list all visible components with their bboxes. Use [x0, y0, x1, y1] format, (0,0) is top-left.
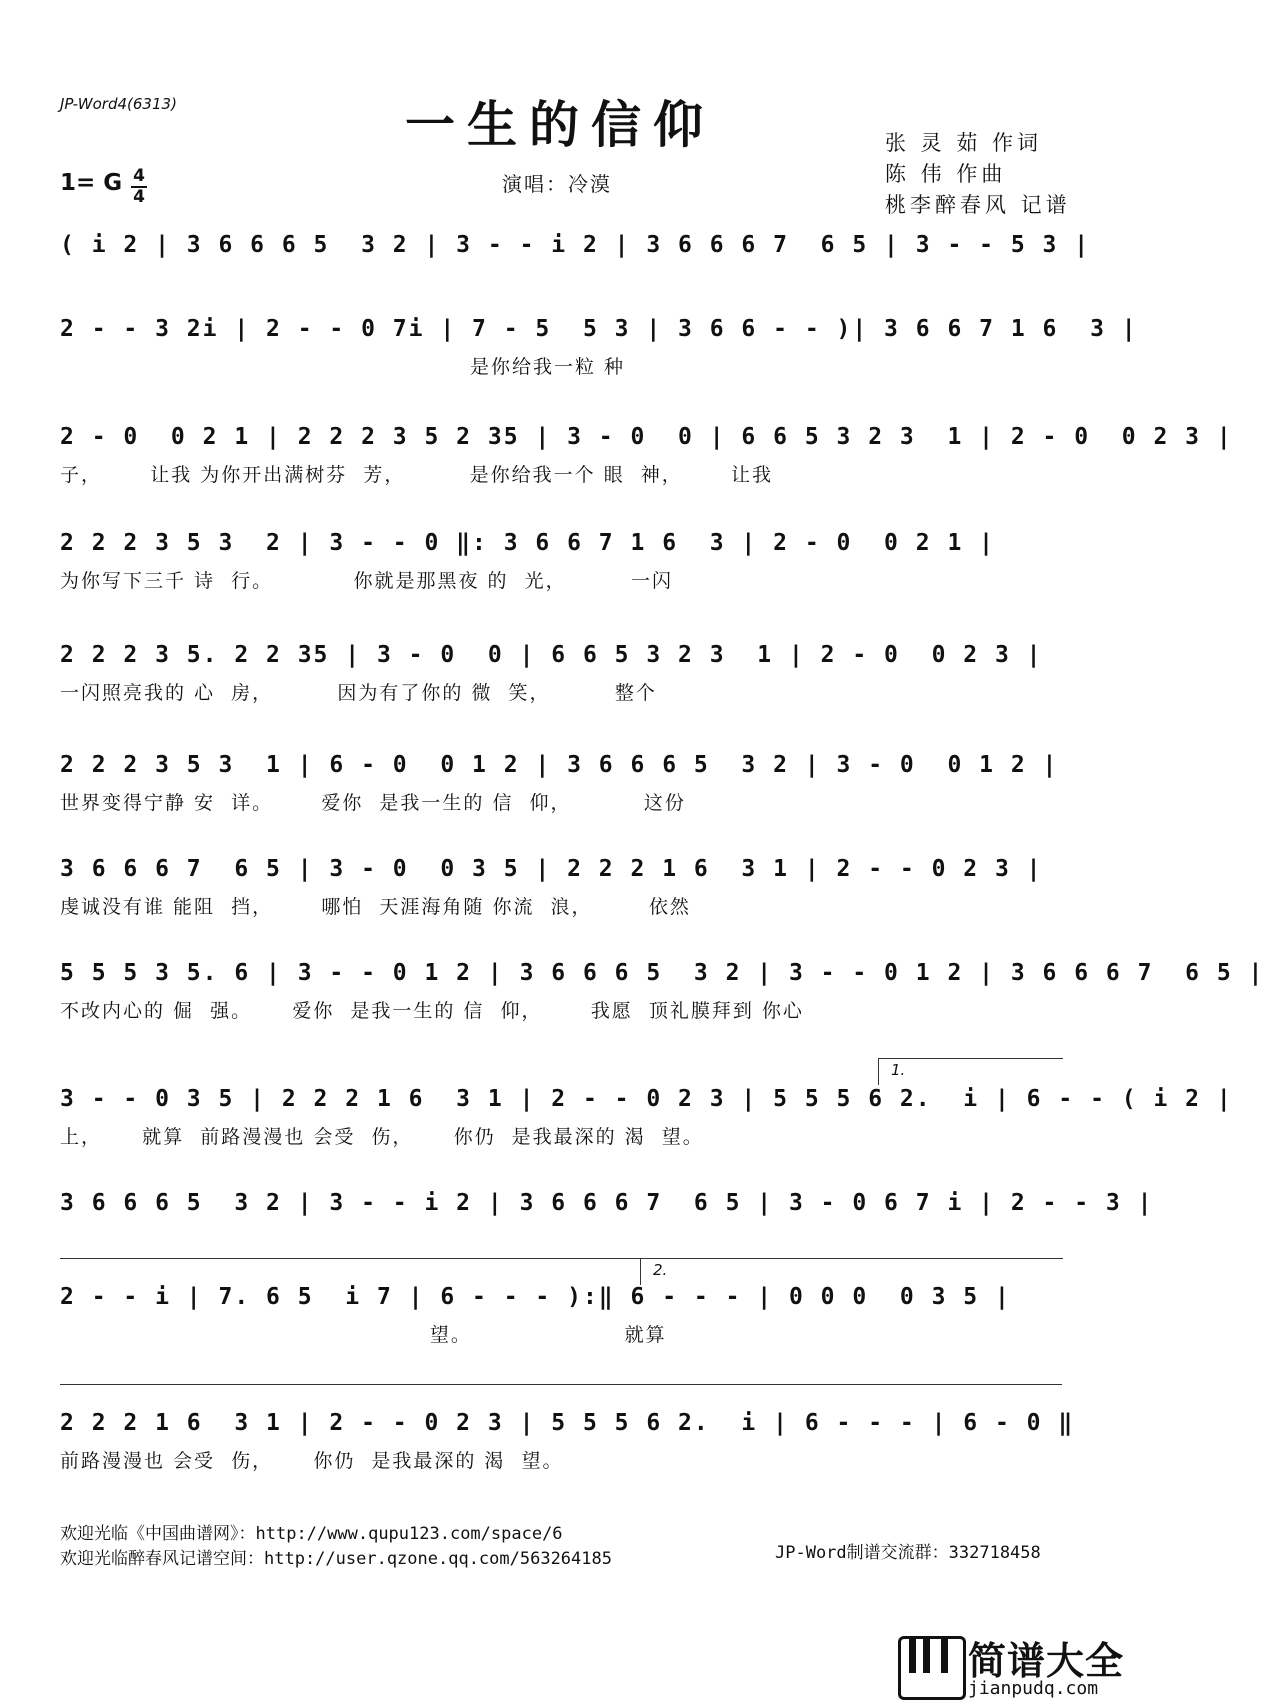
score-line-9 [60, 1086, 1233, 1148]
piano-keys-icon [898, 1636, 966, 1700]
score-line-5 [60, 642, 1062, 704]
lyrics-line-2: 是你给我一粒 种 [60, 356, 626, 378]
lyrics-line-5: 一闪照亮我的 心 房， 因为有了你的 微 笑， 整个 [60, 682, 657, 704]
score-line-1 [60, 232, 1091, 288]
time-signature-bottom: 4 [133, 187, 145, 207]
notes-line-5: 2 2 2 3 5. 2 2 35 | 3 - 0 0 | 6 6 5 3 2 3 1 | 2 - 0 0 2 3 | [60, 642, 1043, 668]
song-title: 一生的信仰 [405, 95, 715, 154]
time-signature [131, 168, 147, 206]
score-line-3 [60, 424, 1233, 486]
score-line-11 [60, 1284, 1062, 1346]
lyrics-line-12: 前路漫漫也 会受 伤， 你仍 是我最深的 渴 望。 [60, 1450, 564, 1472]
score-line-7 [60, 856, 1062, 918]
footer-group-number: JP-Word制谱交流群：332718458 [775, 1543, 1041, 1563]
lyrics-line-11: 望。 就算 [60, 1324, 667, 1346]
site-logo[interactable] [898, 1630, 1125, 1702]
logo-url: jianpudq.com [968, 1678, 1099, 1699]
singer-credit: 演唱：冷漠 [502, 172, 612, 196]
notes-line-7: 3 6 6 6 7 6 5 | 3 - 0 0 3 5 | 2 2 2 1 6 3 1 | 2 - - 0 2 3 | [60, 856, 1043, 882]
score-line-4 [60, 530, 1062, 592]
time-signature-top: 4 [133, 166, 145, 186]
lyrics-line-4: 为你写下三千 诗 行。 你就是那黑夜 的 光， 一闪 [60, 570, 673, 592]
lyrics-line-8: 不改内心的 倔 强。 爱你 是我一生的 信 仰， 我愿 顶礼膜拜到 你心 [60, 1000, 804, 1022]
software-version: JP-Word4(6313) [60, 95, 177, 113]
notes-line-1: ( i 2 | 3 6 6 6 5 3 2 | 3 - - i 2 | 3 6 6 6 7 6 5 | 3 - - 5 3 | [60, 232, 1091, 258]
score-line-10 [60, 1190, 1154, 1246]
footer-link-qzone[interactable]: 欢迎光临醉春风记谱空间：http://user.qzone.qq.com/563264185 [60, 1549, 612, 1569]
transcriber-credit: 桃李醉春风 记谱 [885, 193, 1071, 217]
notes-line-2: 2 - - 3 2i | 2 - - 0 7i | 7 - 5 5 3 | 3 6 6 - - )| 3 6 6 7 1 6 3 | [60, 316, 1138, 342]
lyricist-credit: 张 灵 茹 作词 [885, 131, 1043, 155]
composer-credit: 陈 伟 作曲 [885, 162, 1007, 186]
second-ending-bracket [640, 1258, 1063, 1285]
score-line-12 [60, 1410, 1075, 1472]
notes-line-10: 3 6 6 6 5 3 2 | 3 - - i 2 | 3 6 6 6 7 6 5 | 3 - 0 6 7 i | 2 - - 3 | [60, 1190, 1154, 1216]
lyrics-line-7: 虔诚没有谁 能阻 挡， 哪怕 天涯海角随 你流 浪， 依然 [60, 896, 691, 918]
score-line-8 [60, 960, 1264, 1022]
song-credits [885, 128, 1071, 221]
second-ending-continuation [60, 1384, 1062, 1385]
lyrics-line-6: 世界变得宁静 安 详。 爱你 是我一生的 信 仰， 这份 [60, 792, 686, 814]
logo-title: 简谱大全 [968, 1639, 1125, 1683]
footer-links [60, 1522, 612, 1572]
notes-line-8: 5 5 5 3 5. 6 | 3 - - 0 1 2 | 3 6 6 6 5 3 2 | 3 - - 0 1 2 | 3 6 6 6 7 6 5 | [60, 960, 1264, 986]
key-signature: 1= G [60, 170, 123, 196]
notes-line-6: 2 2 2 3 5 3 1 | 6 - 0 0 1 2 | 3 6 6 6 5 3 2 | 3 - 0 0 1 2 | [60, 752, 1059, 778]
notes-line-12: 2 2 2 1 6 3 1 | 2 - - 0 2 3 | 5 5 5 6 2. i | 6 - - - | 6 - 0 ‖ [60, 1410, 1075, 1436]
first-ending-bracket [878, 1058, 1063, 1085]
notes-line-4: 2 2 2 3 5 3 2 | 3 - - 0 ‖: 3 6 6 7 1 6 3 | 2 - 0 0 2 1 | [60, 530, 995, 556]
notes-line-9: 3 - - 0 3 5 | 2 2 2 1 6 3 1 | 2 - - 0 2 3 | 5 5 5 6 2. i | 6 - - ( i 2 | [60, 1086, 1233, 1112]
notes-line-11: 2 - - i | 7. 6 5 i 7 | 6 - - - ):‖ 6 - - - | 0 0 0 0 3 5 | [60, 1284, 1011, 1310]
notes-line-3: 2 - 0 0 2 1 | 2 2 2 3 5 2 35 | 3 - 0 0 | 6 6 5 3 2 3 1 | 2 - 0 0 2 3 | [60, 424, 1233, 450]
first-ending-label: 1. [891, 1061, 906, 1079]
score-line-2 [60, 316, 1138, 378]
lyrics-line-9: 上， 就算 前路漫漫也 会受 伤， 你仍 是我最深的 渴 望。 [60, 1126, 704, 1148]
second-ending-label: 2. [653, 1261, 668, 1279]
score-line-6 [60, 752, 1062, 814]
footer-link-qupu[interactable]: 欢迎光临《中国曲谱网》：http://www.qupu123.com/space/6 [60, 1524, 563, 1544]
lyrics-line-3: 子， 让我 为你开出满树芬 芳， 是你给我一个 眼 神， 让我 [60, 464, 774, 486]
